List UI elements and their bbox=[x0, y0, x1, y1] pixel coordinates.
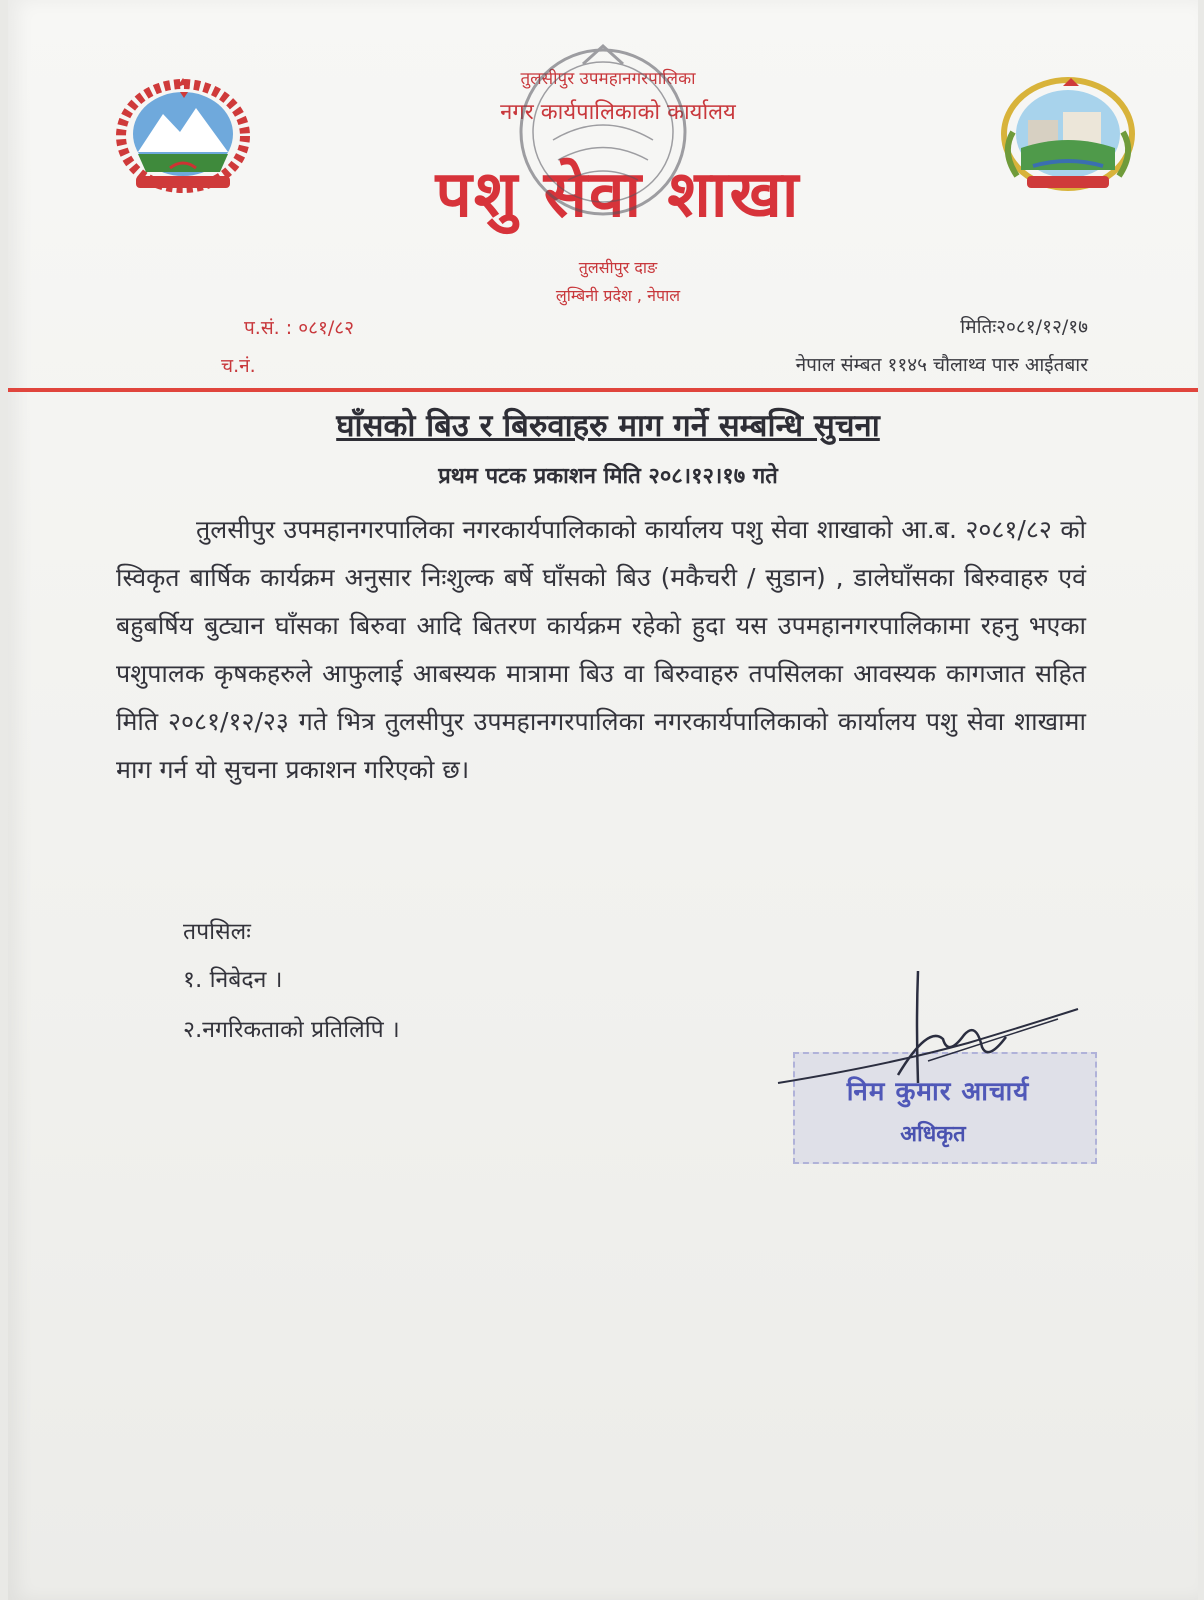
letter-date: मितिः२०८१/१२/१७ bbox=[960, 316, 1088, 338]
letterhead-municipality: तुलसीपुर उपमहानगरपालिका bbox=[520, 69, 696, 89]
letter-page bbox=[8, 0, 1198, 1600]
nepal-emblem-icon bbox=[108, 68, 258, 198]
tapsil-item: १. निबेदन । bbox=[183, 967, 283, 993]
letterhead-branch: पशु सेवा शाखा bbox=[435, 158, 801, 232]
reference-number: प.सं. : ०८१/८२ bbox=[244, 317, 354, 339]
municipality-emblem-icon bbox=[993, 72, 1143, 202]
dispatch-number: च.नं. bbox=[221, 355, 256, 377]
letterhead-office: नगर कार्यपालिकाको कार्यालय bbox=[500, 100, 736, 125]
notice-title: घाँसको बिउ र बिरुवाहरु माग गर्ने सम्बन्धि सुचना bbox=[336, 408, 880, 444]
tapsil-label: तपसिलः bbox=[183, 919, 251, 945]
office-seal-stamp-icon bbox=[513, 40, 693, 225]
notice-body: तुलसीपुर उपमहानगरपालिका नगरकार्यपालिकाको कार्यालय पशु सेवा शाखाको आ.ब. २०८१/८२ को स्विकृत बार्षिक कार्यक्रम अनुसार निःशुल्क बर्षे घाँसको बिउ (मकैचरी / सुडान) , डालेघाँसका बिरुवाहरु एवं बहुबर्षिय बुट्यान घाँसका बिरुवा आदि बितरण कार्यक्रम रहेको हुदा यस उपमहानगरपालिकामा रहनु भएका पशुपालक कृषकहरुले आफुलाई आबस्यक मात्रामा बिउ वा बिरुवाहरु तपसिलका आवस्यक कागजात सहित मिति २०८१/१२/२३ गते भित्र तुलसीपुर उपमहानगरपालिका नगरकार्यपालिकाको कार्यालय पशु सेवा शाखामा माग गर्न यो सुचना प्रकाशन गरिएको छ। bbox=[116, 515, 1086, 784]
letterhead-city: तुलसीपुर दाङ bbox=[578, 258, 658, 277]
notice-subtitle: प्रथम पटक प्रकाशन मिति २०८।१२।१७ गते bbox=[438, 464, 778, 489]
tapsil-item: २.नगरिकताको प्रतिलिपि । bbox=[183, 1017, 400, 1043]
signatory-designation: अधिकृत bbox=[900, 1122, 966, 1147]
signature-scribble-icon bbox=[768, 965, 1098, 1105]
signatory-name: निम कुमार आचार्य bbox=[846, 1077, 1030, 1107]
letterhead-divider bbox=[8, 388, 1198, 392]
nepal-sambat-date: नेपाल संम्बत ११४५ चौलाथ्व पारु आईतबार bbox=[795, 354, 1088, 376]
letterhead-province: लुम्बिनी प्रदेश , नेपाल bbox=[555, 286, 681, 305]
